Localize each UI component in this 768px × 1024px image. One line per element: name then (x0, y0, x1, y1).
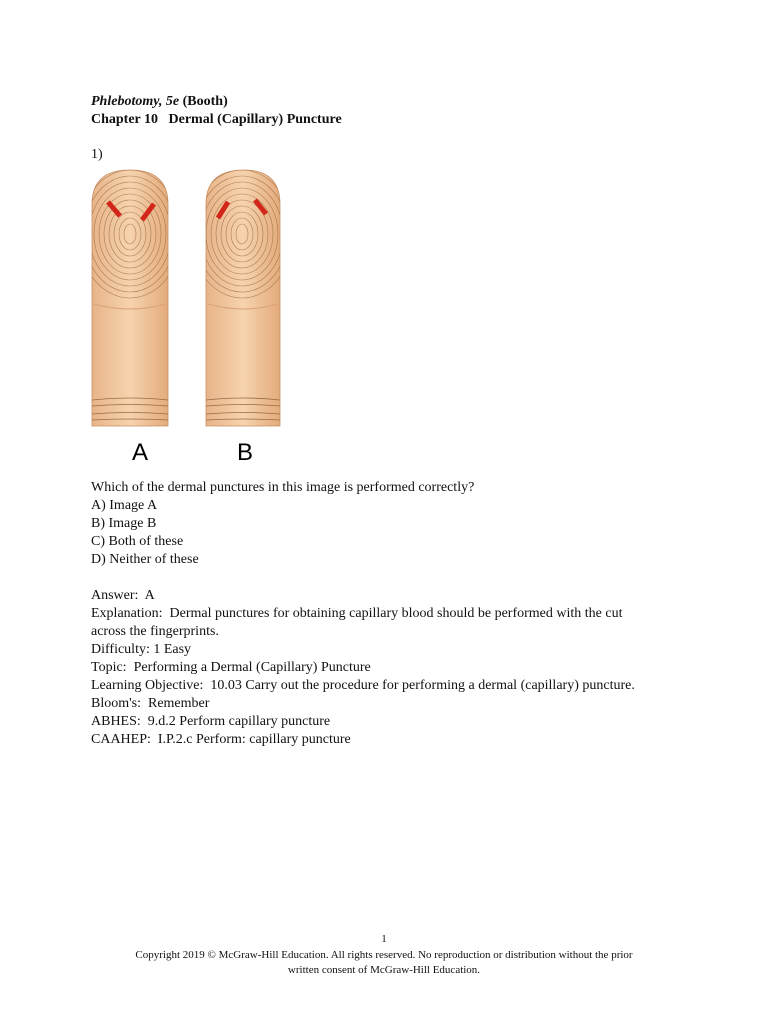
chapter-title: Chapter 10 Dermal (Capillary) Puncture (91, 112, 342, 127)
book-title: Phlebotomy, 5e (91, 94, 180, 109)
page-number: 1 (381, 933, 387, 945)
copyright-line-2: written consent of McGraw-Hill Education. (287, 964, 481, 976)
figure-label-b: B (236, 439, 254, 464)
figure-label-a: A (131, 439, 149, 464)
learning-objective: Learning Objective: 10.03 Carry out the procedure for performing a dermal (capillary) puncture. (91, 678, 635, 693)
explanation-line-2: across the fingerprints. (91, 624, 219, 639)
book-title-line (91, 94, 228, 110)
finger-puncture-figure (88, 164, 288, 464)
copyright-notice (90, 948, 678, 978)
book-author: (Booth) (182, 94, 228, 109)
question-stem: Which of the dermal punctures in this image is performed correctly? (91, 480, 475, 495)
option-c: C) Both of these (91, 534, 184, 549)
topic: Topic: Performing a Dermal (Capillary) Puncture (91, 660, 371, 675)
option-a: A) Image A (91, 498, 158, 513)
option-d: D) Neither of these (91, 552, 199, 567)
blooms: Bloom's: Remember (91, 696, 210, 711)
caahep: CAAHEP: I.P.2.c Perform: capillary puncture (91, 732, 351, 747)
copyright-line-1: Copyright 2019 © McGraw-Hill Education. All rights reserved. No reproduction or distribution without the prior (135, 949, 633, 961)
question-number: 1) (91, 147, 103, 162)
answer-line: Answer: A (91, 588, 155, 603)
difficulty: Difficulty: 1 Easy (91, 642, 192, 657)
abhes: ABHES: 9.d.2 Perform capillary puncture (91, 714, 331, 729)
option-b: B) Image B (91, 516, 157, 531)
finger-b (191, 170, 288, 426)
finger-a (88, 170, 181, 426)
explanation-line-1: Explanation: Dermal punctures for obtaining capillary blood should be performed with the cut (91, 606, 623, 621)
